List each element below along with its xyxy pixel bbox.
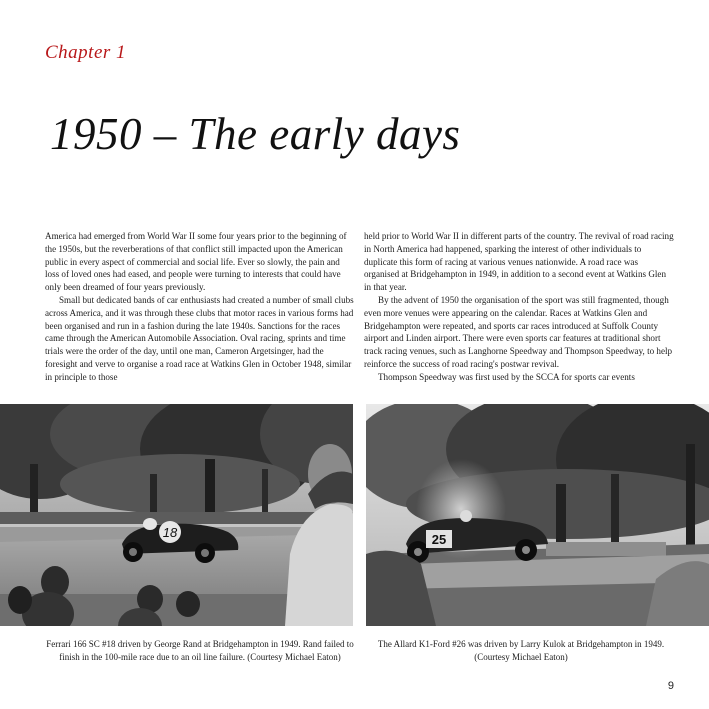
body-column-left	[45, 230, 355, 384]
chapter-title: 1950 – The early days	[50, 109, 461, 159]
photo-allard-25	[366, 404, 709, 626]
paragraph: Thompson Speedway was first used by the SCCA for sports car events	[378, 371, 635, 382]
photo-ferrari-18	[0, 404, 353, 626]
car-number: 25	[431, 532, 447, 547]
page-number: 9	[667, 680, 674, 692]
paragraph: By the advent of 1950 the organisation of the sport was still fragmented, though even more venues were appearing on the calendar. Races at Watkins Glen and Bridgehampton were repeated, and sports car races introduced at Suffolk County airport and Linden airport. There were even sports car features at traditional short track racing venues, such as Langhorne Speedway and Thompson Speedway, to help reinforce the success of road racing's postwar revival.	[364, 294, 673, 369]
photo-caption-right: The Allard K1-Ford #26 was driven by Larry Kulok at Bridgehampton in 1949. (Courtesy Michael Eaton)	[377, 639, 665, 662]
chapter-label: Chapter 1	[45, 42, 127, 63]
paragraph: America had emerged from World War II some four years prior to the beginning of the 1950s, but the reverberations of that conflict still impacted upon the American public in every aspect of commercial and social life. Ever so slowly, the pain and loss of loved ones had eased, and people were turning to interests that could have only been dreamed of four years previously.	[45, 231, 347, 293]
photo-caption-left: Ferrari 166 SC #18 driven by George Rand at Bridgehampton in 1949. Rand failed to finish in the 100-mile race due to an oil line failure. (Courtesy Michael Eaton)	[46, 639, 354, 662]
paragraph: Small but dedicated bands of car enthusiasts had created a number of small clubs across America, and it was through these clubs that motor races in various forms had been organised and run in a fashion during the late 1940s. Sanctions for the races came through the American Automobile Association. Oval racing, sprints and time trials were the order of the day, until one man, Cameron Argetsinger, had the foresight and verve to organise a road race at Watkins Glen in October 1948, similar in principle to those	[45, 294, 354, 382]
car-number: 18	[162, 525, 178, 540]
body-column-right	[364, 230, 674, 384]
paragraph: held prior to World War II in different parts of the country. The revival of road racing in North America had happened, sparking the interest of other individuals to duplicate this form of racing at various venues nationwide. A road race was organised at Bridgehampton in 1949, in addition to a second event at Watkins Glen in that year.	[364, 231, 674, 293]
